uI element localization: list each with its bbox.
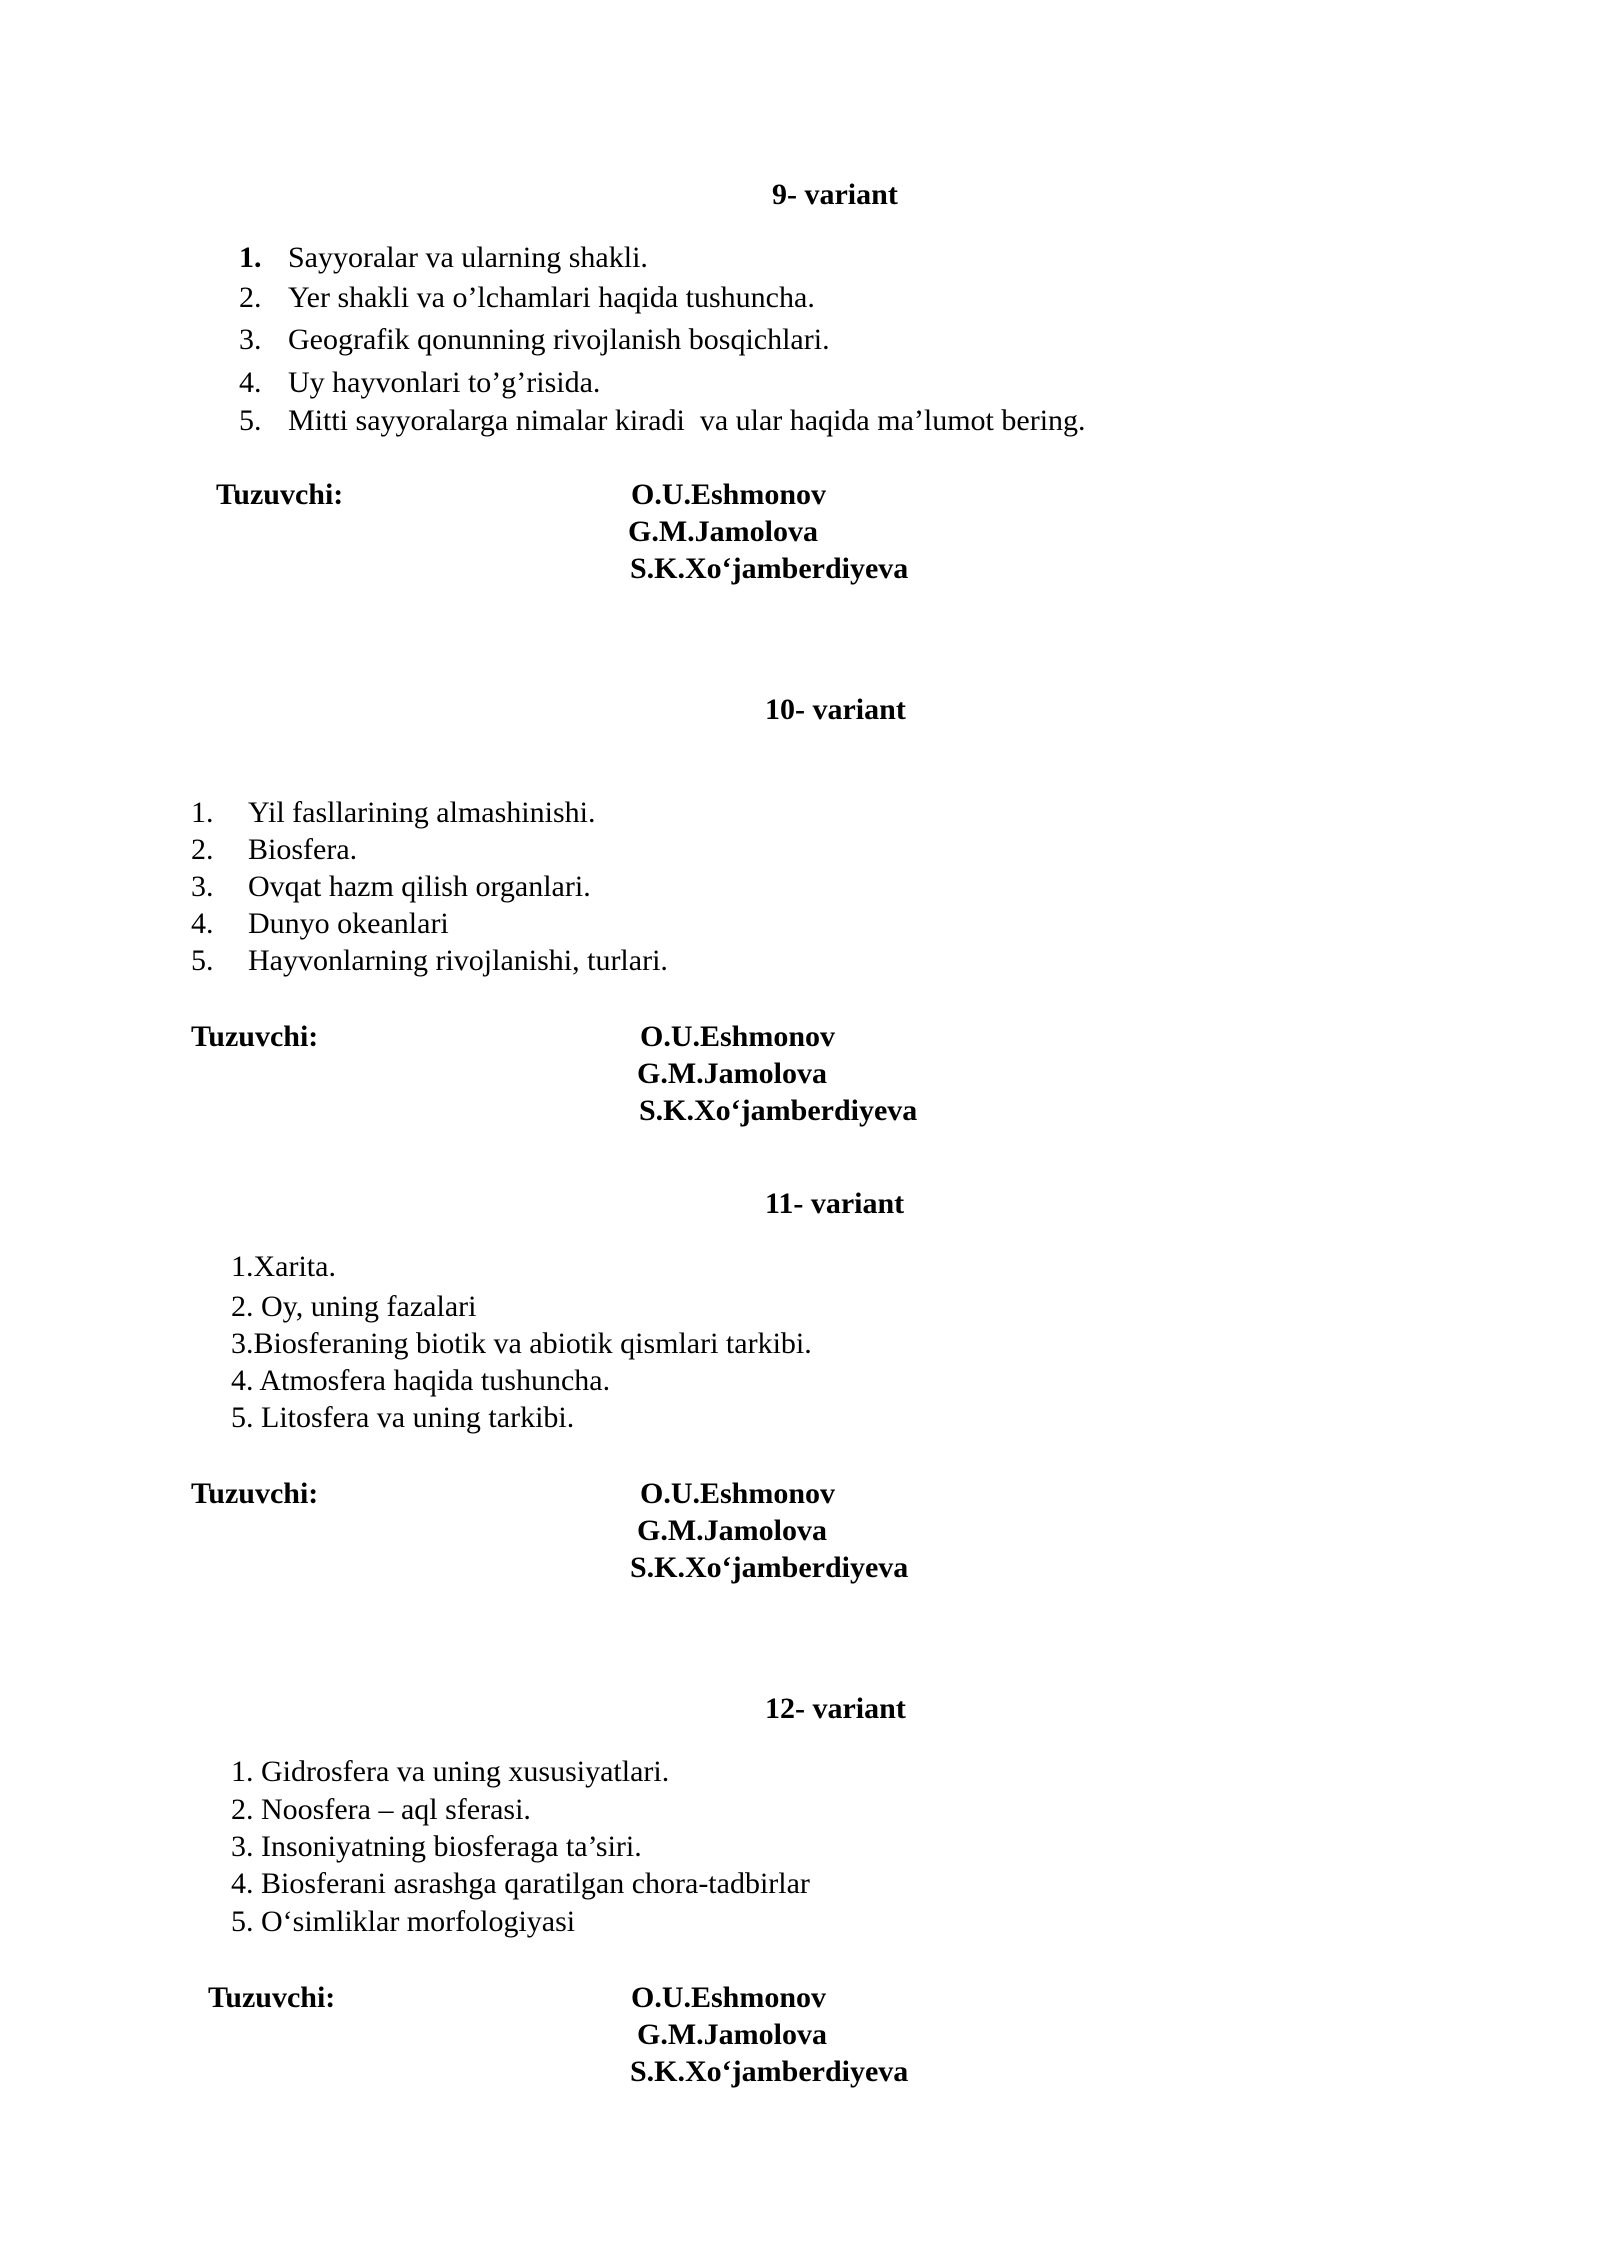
variant-12-author-2: G.M.Jamolova [637, 2018, 827, 2051]
variant-11-author-1: O.U.Eshmonov [640, 1477, 836, 1510]
variant-12-item-2: 2. Noosfera – aql sferasi. [231, 1793, 531, 1826]
variant-12-author-3: S.K.Xo‘jamberdiyeva [630, 2055, 909, 2088]
variant-10-item-4-number: 4. [191, 907, 214, 940]
variant-11-item-2: 2. Oy, uning fazalari [231, 1290, 477, 1323]
variant-12-title: 12- variant [765, 1692, 906, 1725]
variant-9-title: 9- variant [772, 178, 898, 211]
variant-9-item-1: Sayyoralar va ularning shakli. [288, 241, 648, 274]
variant-9-item-4-number: 4. [239, 366, 262, 399]
variant-10-item-2-number: 2. [191, 833, 214, 866]
variant-9-item-2: Yer shakli va o’lchamlari haqida tushuncha. [288, 281, 815, 314]
variant-12-compiler-label: Tuzuvchi: [208, 1981, 336, 2014]
variant-10-author-3: S.K.Xo‘jamberdiyeva [639, 1094, 918, 1127]
variant-10-compiler-label: Tuzuvchi: [191, 1020, 319, 1053]
variant-12-item-1: 1. Gidrosfera va uning xususiyatlari. [231, 1755, 670, 1788]
variant-10-item-2: Biosfera. [248, 833, 358, 866]
variant-10-author-1: O.U.Eshmonov [640, 1020, 836, 1053]
variant-12-item-5: 5. O‘simliklar morfologiyasi [231, 1905, 576, 1938]
variant-10-item-3: Ovqat hazm qilish organlari. [248, 870, 591, 903]
variant-10-item-1-number: 1. [191, 796, 214, 829]
variant-11-item-3: 3.Biosferaning biotik va abiotik qismlari tarkibi. [231, 1327, 812, 1360]
variant-9-item-2-number: 2. [239, 281, 262, 314]
variant-11-item-1: 1.Xarita. [231, 1250, 336, 1283]
variant-11-author-2: G.M.Jamolova [637, 1514, 827, 1547]
variant-11-compiler-label: Tuzuvchi: [191, 1477, 319, 1510]
variant-10-title: 10- variant [765, 693, 906, 726]
variant-10-item-1: Yil fasllarining almashinishi. [248, 796, 596, 829]
variant-12-item-3: 3. Insoniyatning biosferaga ta’siri. [231, 1830, 642, 1863]
variant-10-item-5: Hayvonlarning rivojlanishi, turlari. [248, 944, 668, 977]
variant-9-item-4: Uy hayvonlari to’g’risida. [288, 366, 601, 399]
variant-12-item-4: 4. Biosferani asrashga qaratilgan chora-tadbirlar [231, 1867, 810, 1900]
variant-9-item-5-number: 5. [239, 404, 262, 437]
variant-11-item-5: 5. Litosfera va uning tarkibi. [231, 1401, 575, 1434]
variant-9-item-3-number: 3. [239, 323, 262, 356]
variant-11-title: 11- variant [765, 1187, 905, 1220]
variant-9-item-3: Geografik qonunning rivojlanish bosqichlari. [288, 323, 830, 356]
variant-11-item-4: 4. Atmosfera haqida tushuncha. [231, 1364, 611, 1397]
variant-10-item-4: Dunyo okeanlari [248, 907, 449, 940]
variant-9-author-1: O.U.Eshmonov [631, 478, 827, 511]
variant-9-item-1-number: 1. [239, 241, 262, 274]
variant-11-author-3: S.K.Xo‘jamberdiyeva [630, 1551, 909, 1584]
variant-9-item-5: Mitti sayyoralarga nimalar kiradi va ular haqida ma’lumot bering. [288, 404, 1086, 437]
variant-9-author-3: S.K.Xo‘jamberdiyeva [630, 552, 909, 585]
variant-10-item-3-number: 3. [191, 870, 214, 903]
variant-9-compiler-label: Tuzuvchi: [216, 478, 344, 511]
variant-9-author-2: G.M.Jamolova [628, 515, 818, 548]
variant-10-item-5-number: 5. [191, 944, 214, 977]
variant-12-author-1: O.U.Eshmonov [631, 1981, 827, 2014]
variant-10-author-2: G.M.Jamolova [637, 1057, 827, 1090]
